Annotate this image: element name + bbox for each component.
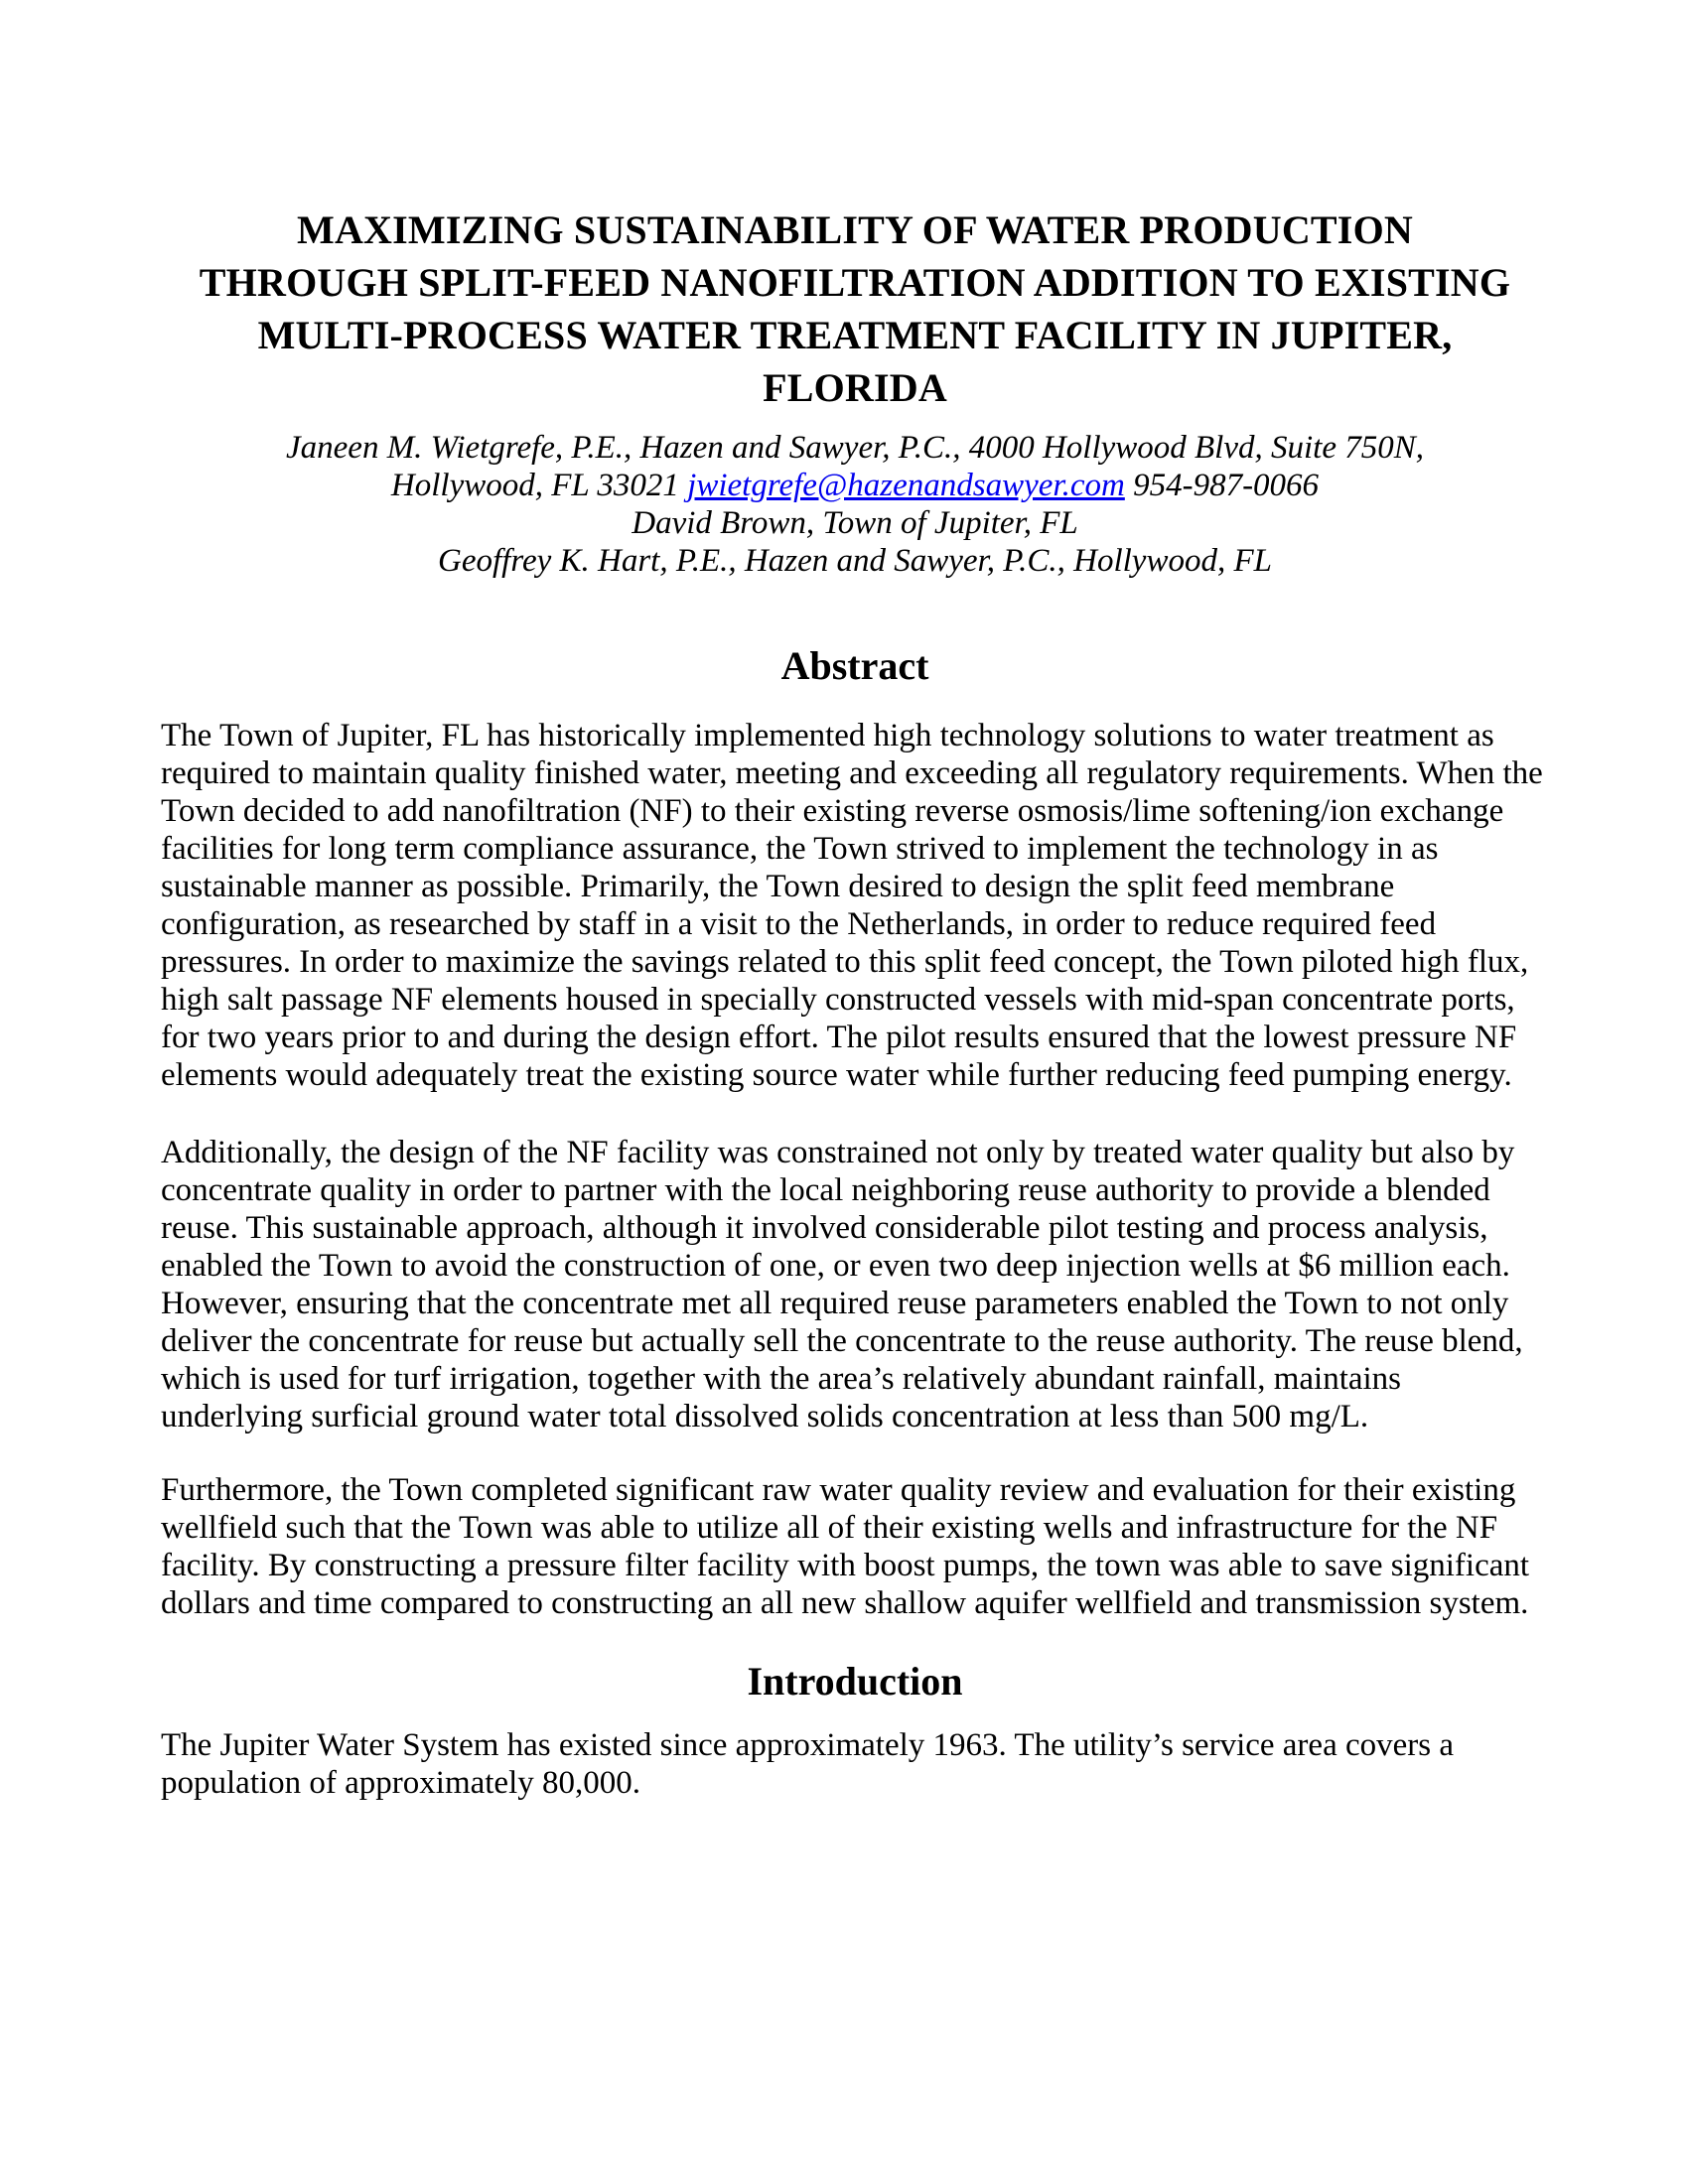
abstract-paragraph-2: Additionally, the design of the NF facility was constrained not only by treated water quality but also by concentrate quality in order to partner with the local neighboring reuse authority to provide a blended reuse. This sustainable approach, although it involved considerable pilot testing and process analysis, enabled the Town to avoid the construction of one, or even two deep injection wells at $6 million each. However, ensuring that the concentrate met all required reuse parameters enabled the Town to not only deliver the concentrate for reuse but actually sell the concentrate to the reuse authority. The reuse blend, which is used for turf irrigation, together with the area’s relatively abundant rainfall, maintains underlying surficial ground water total dissolved solids concentration at less than 500 mg/L. [161, 1135, 1523, 1434]
introduction-heading: Introduction [747, 1659, 963, 1704]
paper-title-line-1: MAXIMIZING SUSTAINABILITY OF WATER PRODUCTION [297, 207, 1413, 252]
paper-title-line-4: FLORIDA [763, 365, 947, 410]
author-block [161, 429, 1549, 580]
abstract-heading: Abstract [780, 643, 929, 688]
author-line-2 [161, 467, 1549, 504]
author-email-link[interactable]: jwietgrefe@hazenandsawyer.com [687, 468, 1125, 503]
abstract-paragraph-3: Furthermore, the Town completed significant raw water quality review and evaluation for their existing wellfield such that the Town was able to utilize all of their existing wells and infrastructure for the NF facility. By constructing a pressure filter facility with boost pumps, the town was able to save significant dollars and time compared to constructing an all new shallow aquifer wellfield and transmission system. [161, 1472, 1530, 1621]
author-line-1: Janeen M. Wietgrefe, P.E., Hazen and Sawyer, P.C., 4000 Hollywood Blvd, Suite 750N, [286, 430, 1424, 466]
paper-title [161, 204, 1549, 414]
author-line-2-phone: 954-987-0066 [1124, 468, 1320, 503]
abstract-paragraph-1: The Town of Jupiter, FL has historically implemented high technology solutions to water treatment as required to maintain quality finished water, meeting and exceeding all regulatory requirements. When the Town decided to add nanofiltration (NF) to their existing reverse osmosis/lime softening/ion exchange facilities for long term compliance assurance, the Town strived to implement the technology in as sustainable manner as possible. Primarily, the Town desired to design the split feed membrane configuration, as researched by staff in a visit to the Netherlands, in order to reduce required feed pressures. In order to maximize the savings related to this split feed concept, the Town piloted high flux, high salt passage NF elements housed in specially constructed vessels with mid-span concentrate ports, for two years prior to and during the design effort. The pilot results ensured that the lowest pressure NF elements would adequately treat the existing source water while further reducing feed pumping energy. [161, 718, 1543, 1093]
paper-title-line-3: MULTI-PROCESS WATER TREATMENT FACILITY IN JUPITER, [257, 313, 1453, 357]
paper-title-line-2: THROUGH SPLIT-FEED NANOFILTRATION ADDITION TO EXISTING [199, 260, 1511, 305]
author-line-4: Geoffrey K. Hart, P.E., Hazen and Sawyer, P.C., Hollywood, FL [438, 543, 1272, 579]
introduction-paragraph-1: The Jupiter Water System has existed since approximately 1963. The utility’s service area covers a population of approximately 80,000. [161, 1727, 1454, 1801]
author-line-3: David Brown, Town of Jupiter, FL [632, 505, 1078, 541]
author-line-2-address: Hollywood, FL 33021 [390, 468, 688, 503]
